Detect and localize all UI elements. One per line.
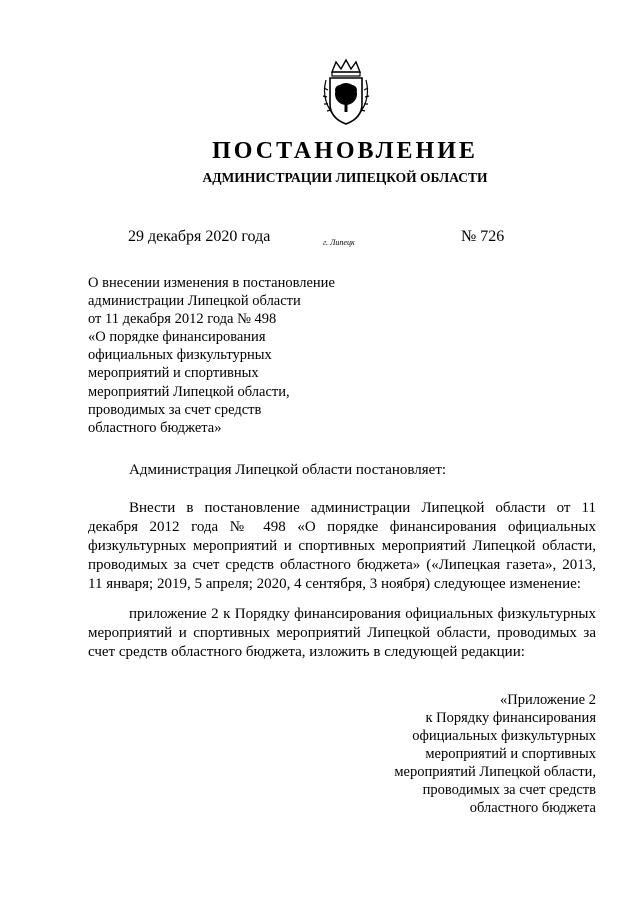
document-heading (88, 274, 368, 437)
coat-of-arms-icon (318, 58, 374, 128)
heading-line: мероприятий Липецкой области, (88, 383, 290, 400)
appendix-line: мероприятий Липецкой области, (394, 764, 596, 780)
document-city: г. Липецк (323, 238, 355, 247)
intro-paragraph: Администрация Липецкой области постановляет: (129, 462, 447, 478)
heading-line: администрации Липецкой области (88, 293, 301, 310)
appendix-line: проводимых за счет средств (422, 782, 596, 798)
document-subtitle: АДМИНИСТРАЦИИ ЛИПЕЦКОЙ ОБЛАСТИ (202, 170, 488, 185)
body-paragraph-2: приложение 2 к Порядку финансирования официальных физкультурных мероприятий и спортивных мероприятий Липецкой области, проводимых за счет средств областного бюджета, изложить в следующей редакции: (88, 606, 596, 660)
heading-line: официальных физкультурных (88, 347, 272, 364)
document-number: № 726 (461, 228, 505, 245)
heading-line: мероприятий и спортивных (88, 365, 259, 382)
appendix-line: мероприятий и спортивных (425, 746, 596, 762)
appendix-line: «Приложение 2 (500, 692, 596, 708)
document-title: ПОСТАНОВЛЕНИЕ (212, 138, 478, 164)
appendix-line: к Порядку финансирования (425, 710, 596, 726)
appendix-line: официальных физкультурных (412, 728, 596, 744)
body-paragraph-1: Внести в постановление администрации Липецкой области от 11 декабря 2012 года № 498 «О порядке финансирования официальных физкультурных мероприятий и спортивных мероприятий Липецкой области, проводимых за счет средств областного бюджета» («Липецкая газета», 2013, 11 января; 2019, 5 апреля; 2020, 4 сентября, 3 ноября) следующее изменение: (88, 500, 596, 592)
appendix-line: областного бюджета (469, 800, 596, 816)
appendix-block (394, 691, 596, 817)
heading-line: «О порядке финансирования (88, 329, 266, 346)
heading-line: О внесении изменения в постановление (88, 275, 335, 291)
heading-line: от 11 декабря 2012 года № 498 (88, 311, 277, 328)
heading-line: областного бюджета» (88, 419, 222, 436)
heading-line: проводимых за счет средств (88, 401, 262, 418)
document-date: 29 декабря 2020 года (128, 228, 271, 245)
